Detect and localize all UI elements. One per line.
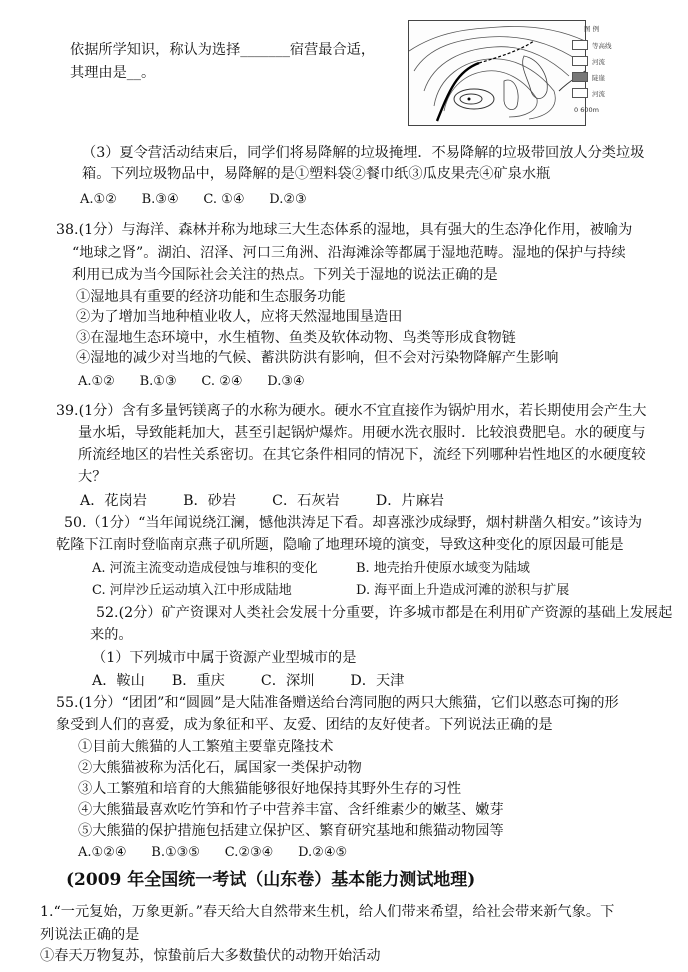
section-heading: (2009 年全国统一考试（山东卷）基本能力测试地理) [66,870,476,890]
q1-statement-1: ①春天万物复苏，惊蛰前后大多数蛰伏的动物开始活动 [40,948,381,964]
legend-item-2: 河流 [592,58,605,66]
contour-map-figure [408,20,586,126]
q39-line3: 所流经地区的岩性关系密切。在其它条件相同的情况下，流经下列哪种岩性地区的水硬度较 [78,447,646,463]
q39-line4: 大？ [78,469,107,485]
q55-statement-5: ⑤大熊猫的保护措施包括建立保护区、繁育研究基地和熊猫动物园等 [78,823,504,839]
q2-line1: 依据所学知识，称认为选择_______宿营最合适， [70,42,376,58]
q38-statement-3: ③在湿地生态环境中，水生植物、鱼类及软体动物、鸟类等形成食物链 [76,330,516,346]
q50-line1: 50.（1分）“当年闻说绕江澜，憾他洪涛足下看。却喜涨沙成绿野，烟村耕凿久相安。”该诗为 [64,515,643,531]
q38-statement-2: ②为了增加当地种植业收人，应将天然湿地围垦造田 [76,309,403,325]
q38-line3: 利用已成为当今国际社会关注的热点。下列关于湿地的说法正确的是 [72,267,498,283]
legend-item-3: 陡崖 [592,74,605,82]
q55-line2: 象受到人们的喜爱，成为象征和平、友爱、团结的友好使者。下列说法正确的是 [56,717,553,733]
q38-statement-4: ④湿地的减少对当地的气候、蓄洪防洪有影响，但不会对污染物降解产生影响 [76,350,559,366]
q50-option-d: D. 海平面上升造成河滩的淤积与扩展 [356,583,570,598]
q39-line1: 39.(1分）含有多量钙镁离子的水称为硬水。硬水不宜直接作为锅炉用水，若长期使用会产生大 [56,403,647,419]
q50-option-a: A. 河流主流变动造成侵蚀与堆积的变化 [92,561,318,576]
q50-option-c: C. 河岸沙丘运动填入江中形成陆地 [92,583,292,598]
q52-options: A．鞍山 B．重庆 C．深圳 D．天津 [92,673,405,689]
q38-line2: “地球之肾”。湖泊、沼泽、河口三角洲、沿海滩涂等都属于湿地范畴。湿地的保护与持续 [72,245,626,261]
q38-line1: 38.(1分）与海洋、森林并称为地球三大生态体系的湿地，具有强大的生态净化作用，被喻为 [56,222,633,238]
contour-map-drawing [409,21,585,125]
map-legend [570,24,680,124]
q2-line2: 其理由是__。 [70,65,156,81]
legend-swatch-stream [572,88,588,98]
q3-options: A.①② B.③④ C. ①④ D.②③ [80,192,307,207]
q52-line1: 52.(2分）矿产资课对人类社会发展十分重要，许多城市都是在利用矿产资源的基础上发展起 [96,605,673,621]
q55-statement-3: ③人工繁殖和培育的大熊猫能够很好地保持其野外生存的习性 [78,781,462,797]
q55-statement-2: ②大熊猫被称为活化石，属国家一类保护动物 [78,760,362,776]
q52-line2: 来的。 [90,627,133,643]
q3-line1: （3）夏令营活动结束后，同学们将易降解的垃圾掩埋．不易降解的垃圾带回放人分类垃圾 [82,145,645,161]
scale-bar-label: 0 600m [574,106,599,114]
legend-swatch-contour [572,40,588,50]
q1-line1: 1.“一元复始，万象更新。”春天给大自然带来生机，给人们带来希望，给社会带来新气象。下 [40,904,615,920]
q50-line2: 乾隆下江南时登临南京燕子矶所题，隐喻了地理环境的演变，导致这种变化的原因最可能是 [56,537,624,553]
q55-statement-4: ④大熊猫最喜欢吃竹笋和竹子中营养丰富、含纤维素少的嫩茎、嫩芽 [78,802,504,818]
q1-line2: 列说法正确的是 [40,927,140,943]
q55-line1: 55.(1分）“团团”和“圆圆”是大陆准备赠送给台湾同胞的两只大熊猫，它们以憨态可掬的形 [56,695,619,711]
q38-options: A.①② B.①③ C. ②④ D.③④ [78,374,305,389]
legend-item-4: 河流 [592,90,605,98]
legend-title: 图 例 [584,25,600,33]
q38-statement-1: ①湿地具有重要的经济功能和生态服务功能 [76,289,346,305]
q39-line2: 量水垢，导致能耗加大，甚至引起锅炉爆炸。用硬水洗衣服时．比较浪费肥皂。水的硬度与 [78,425,646,441]
legend-swatch-cliff [572,72,588,82]
q50-option-b: B. 地壳抬升使原水域变为陆域 [356,561,530,576]
q39-options: A．花岗岩 B．砂岩 C．石灰岩 D．片麻岩 [80,493,444,509]
q55-options: A.①②④ B.①③⑤ C.②③④ D.②④⑤ [78,845,348,860]
q52-subquestion: （1）下列城市中属于资源产业型城市的是 [92,650,357,666]
q3-line2: 箱。下列垃圾物品中，易降解的是①塑料袋②餐巾纸③瓜皮果壳④矿泉水瓶 [82,166,551,182]
legend-item-1: 等高线 [592,42,612,50]
legend-swatch-river [572,56,588,66]
q55-statement-1: ①目前大熊猫的人工繁殖主要靠克隆技术 [78,739,334,755]
